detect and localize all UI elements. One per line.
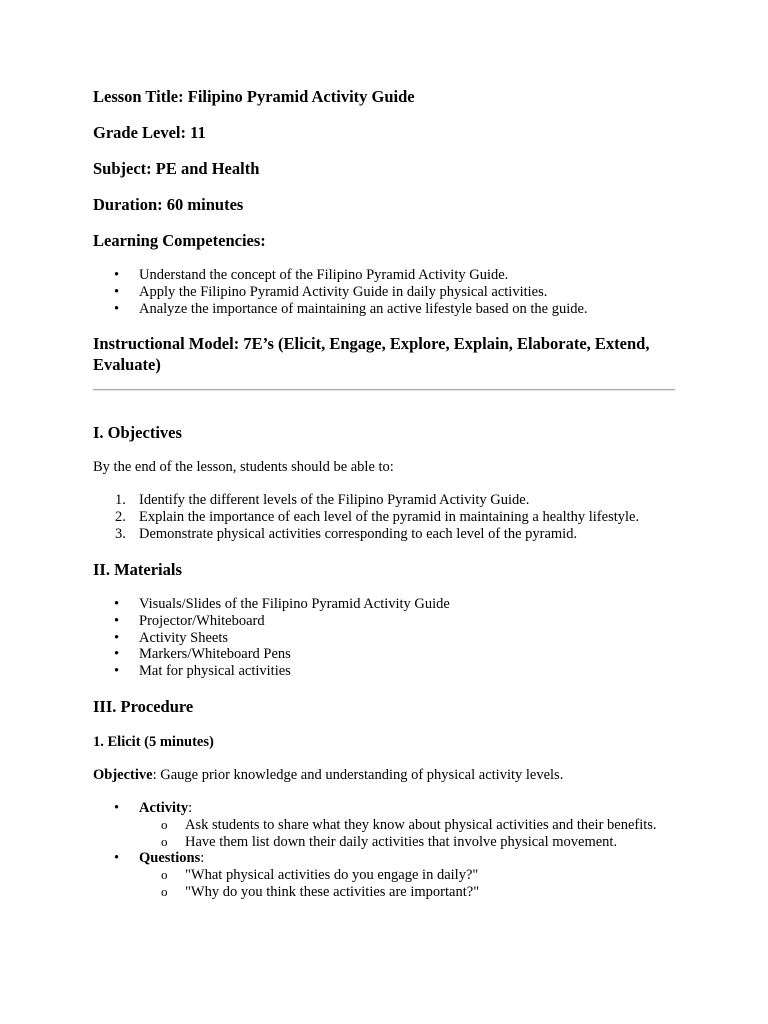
materials-list xyxy=(93,596,450,680)
objectives-heading: I. Objectives xyxy=(93,423,182,442)
bullet-icon: • xyxy=(114,663,120,680)
bullet-icon: • xyxy=(114,612,120,629)
bullet-icon: • xyxy=(114,850,120,867)
list-item xyxy=(93,284,588,301)
question-text: "What physical activities do you engage in daily?" xyxy=(185,867,479,884)
item-number: 3. xyxy=(115,525,126,542)
bullet-icon: • xyxy=(114,267,120,283)
list-item xyxy=(93,526,639,543)
material-text: Activity Sheets xyxy=(139,629,229,646)
objective-text: Demonstrate physical activities corresponding to each level of the pyramid. xyxy=(139,525,578,542)
list-item xyxy=(93,613,450,630)
list-item xyxy=(93,492,639,509)
list-item xyxy=(93,850,665,900)
activity-colon: : xyxy=(188,800,193,816)
list-item xyxy=(93,301,588,318)
bullet-icon: • xyxy=(114,800,120,816)
procedure-heading: III. Procedure xyxy=(93,697,194,716)
activity-text: Ask students to share what they know about physical activities and their benefits. xyxy=(185,816,657,833)
lesson-title: Lesson Title: Filipino Pyramid Activity Guide xyxy=(93,87,415,106)
list-item xyxy=(93,596,450,613)
list-item xyxy=(139,817,665,834)
list-item xyxy=(93,509,639,526)
competencies-list xyxy=(93,267,588,317)
list-item xyxy=(139,834,665,851)
horizontal-divider xyxy=(93,389,675,391)
list-item xyxy=(139,884,665,901)
bullet-icon: • xyxy=(114,300,120,317)
list-item xyxy=(93,267,588,284)
objective-text: Explain the importance of each level of the pyramid in maintaining a healthy lifestyle. xyxy=(139,508,640,525)
grade-level: Grade Level: 11 xyxy=(93,123,206,142)
learning-competencies-heading: Learning Competencies: xyxy=(93,231,266,250)
competency-text: Understand the concept of the Filipino Pyramid Activity Guide. xyxy=(139,267,509,283)
materials-heading: II. Materials xyxy=(93,560,182,579)
subject: Subject: PE and Health xyxy=(93,159,260,178)
duration: Duration: 60 minutes xyxy=(93,195,244,214)
sub-bullet-icon: o xyxy=(161,883,168,899)
objective-text: Identify the different levels of the Filipino Pyramid Activity Guide. xyxy=(139,492,530,508)
activity-sublist xyxy=(139,817,665,851)
instructional-model: Instructional Model: 7E’s (Elicit, Engage, Explore, Explain, Elaborate, Extend, Evaluate) xyxy=(93,334,650,374)
material-text: Mat for physical activities xyxy=(139,663,291,680)
list-item xyxy=(139,867,665,884)
item-number: 1. xyxy=(115,492,126,508)
material-text: Markers/Whiteboard Pens xyxy=(139,646,291,663)
list-item xyxy=(93,663,450,680)
question-text: "Why do you think these activities are important?" xyxy=(185,883,480,900)
competency-text: Analyze the importance of maintaining an active lifestyle based on the guide. xyxy=(139,300,588,317)
item-number: 2. xyxy=(115,508,126,525)
sub-bullet-icon: o xyxy=(161,867,168,883)
material-text: Visuals/Slides of the Filipino Pyramid Activity Guide xyxy=(139,596,450,612)
bullet-icon: • xyxy=(114,596,120,612)
list-item xyxy=(93,630,450,647)
objective-label: Objective xyxy=(93,767,153,783)
elicit-heading: 1. Elicit (5 minutes) xyxy=(93,734,214,750)
questions-label: Questions xyxy=(139,850,201,867)
sub-bullet-icon: o xyxy=(161,833,168,849)
list-item xyxy=(93,800,665,850)
objectives-list xyxy=(93,492,639,542)
questions-colon: : xyxy=(200,850,205,867)
material-text: Projector/Whiteboard xyxy=(139,612,265,629)
elicit-objective xyxy=(93,766,563,784)
activity-text: Have them list down their daily activities that involve physical movement. xyxy=(185,833,618,850)
sub-bullet-icon: o xyxy=(161,816,168,832)
bullet-icon: • xyxy=(114,646,120,663)
bullet-icon: • xyxy=(114,283,120,300)
bullet-icon: • xyxy=(114,629,120,646)
list-item xyxy=(93,646,450,663)
questions-sublist xyxy=(139,867,665,901)
objectives-intro: By the end of the lesson, students should be able to: xyxy=(93,459,394,475)
activity-label: Activity xyxy=(139,800,189,816)
objective-text: : Gauge prior knowledge and understanding of physical activity levels. xyxy=(152,767,564,783)
competency-text: Apply the Filipino Pyramid Activity Guide in daily physical activities. xyxy=(139,283,548,300)
elicit-list xyxy=(93,800,665,901)
